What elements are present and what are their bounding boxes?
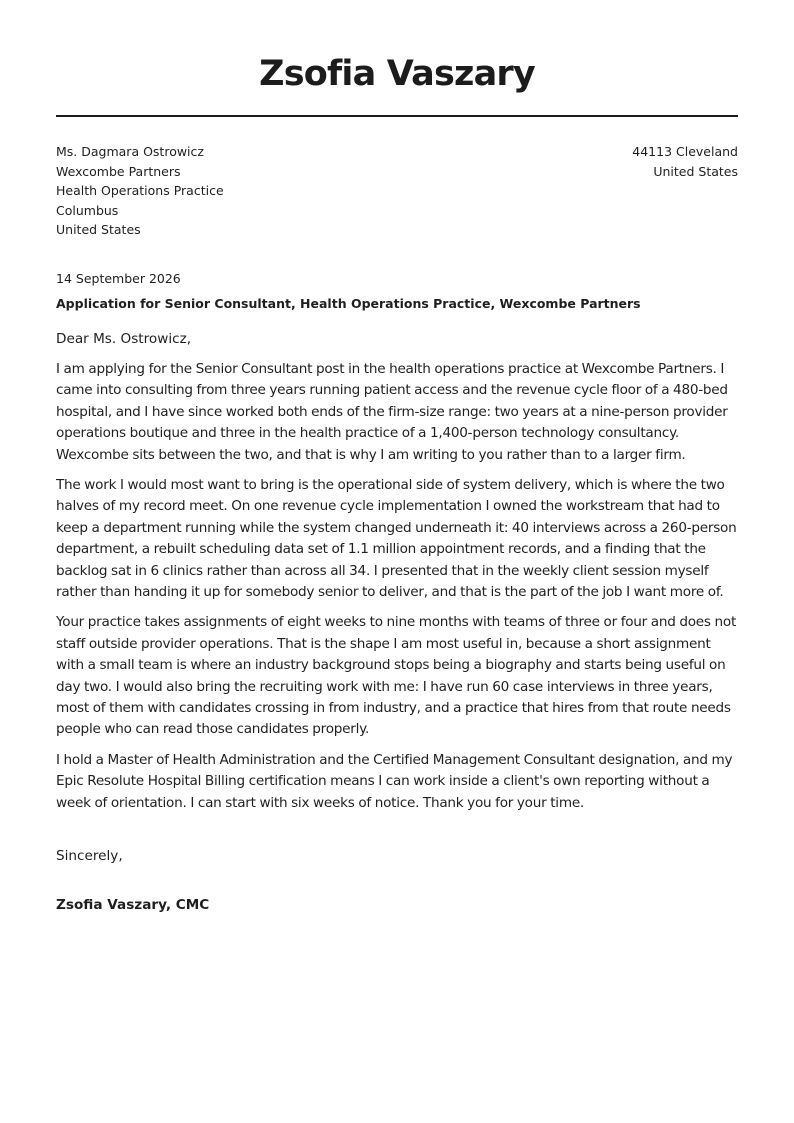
recipient-line: Columbus xyxy=(56,202,119,218)
letter-page xyxy=(56,0,738,916)
body-paragraph: I hold a Master of Health Administration and the Certified Management Consultant designation, and my Epic Resolute Hospital Billing certification means I can work inside a client's own reporting without a week of orientation. I can start with six weeks of notice. Thank you for your time. xyxy=(56,751,733,811)
header-divider xyxy=(56,115,738,117)
recipient-address xyxy=(56,142,224,240)
letter-date: 14 September 2026 xyxy=(56,270,181,286)
closing: Sincerely, xyxy=(56,848,123,865)
body-paragraph: Your practice takes assignments of eight weeks to nine months with teams of three or four and does not staff outside provider operations. That is the shape I am most useful in, because a short assignment with a small team is where an industry background stops being a biography and starts being useful on day two. I would also bring the recruiting work with me: I have run 60 case interviews in three years, most of them with candidates crossing in from industry, and a practice that hires from that route needs people who can read those candidates properly. xyxy=(56,614,737,738)
recipient-line: Health Operations Practice xyxy=(56,183,224,199)
recipient-line: Wexcombe Partners xyxy=(56,163,181,179)
body-paragraph: I am applying for the Senior Consultant post in the health operations practice at Wexcombe Partners. I came into consulting from three years running patient access and the revenue cycle floor of a 480-bed hospital, and I have since worked both ends of the firm-size range: two years at a nine-person provider operations boutique and three in the health practice of a 1,400-person technology consultancy. Wexcombe sits between the two, and that is why I am writing to you rather than to a larger firm. xyxy=(56,360,728,463)
sender-address-line: 44113 Cleveland xyxy=(632,144,738,159)
signature: Zsofia Vaszary, CMC xyxy=(56,897,210,914)
recipient-line: United States xyxy=(56,222,141,238)
sender-address-line: United States xyxy=(653,163,738,179)
sender-address xyxy=(632,142,738,240)
recipient-line: Ms. Dagmara Ostrowicz xyxy=(56,144,204,159)
salutation: Dear Ms. Ostrowicz, xyxy=(56,330,192,347)
address-block xyxy=(56,142,738,240)
applicant-name: Zsofia Vaszary xyxy=(259,54,535,94)
letter-subject: Application for Senior Consultant, Health Operations Practice, Wexcombe Partners xyxy=(56,295,641,311)
body-paragraph: The work I would most want to bring is the operational side of system delivery, which is where the two halves of my record meet. On one revenue cycle implementation I owned the workstream that had to keep a department running while the system changed underneath it: 40 interviews across a 260-person department, a rebuilt scheduling data set of 1.1 million appointment records, and a finding that the backlog sat in 6 clinics rather than across all 34. I presented that in the weekly client session myself rather than handing it up for somebody senior to deliver, and that is the part of the job I want more of. xyxy=(56,477,737,601)
